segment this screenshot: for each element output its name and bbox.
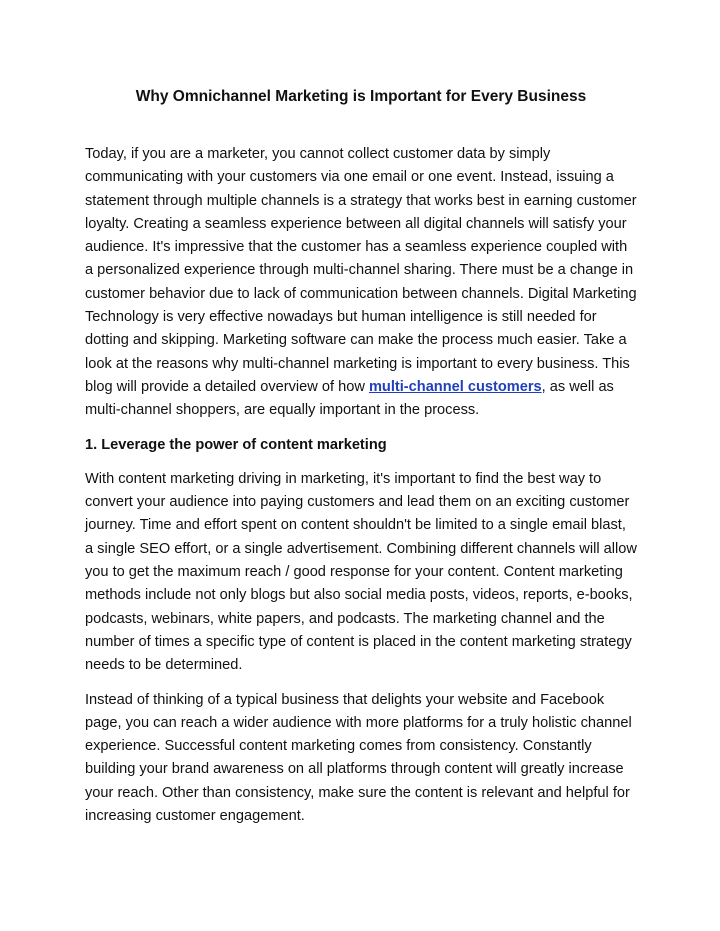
- intro-text-after-link: , as well as multi-channel shoppers, are equally important in the process.: [85, 378, 614, 419]
- multi-channel-customers-link[interactable]: multi-channel customers: [368, 378, 542, 395]
- intro-text-before-link: Today, if you are a marketer, you cannot collect customer data by simply communicating with your customers via one email or one event. Instead, issuing a statement through multiple channels is a strategy that works best in earning customer loyalty. Creating a seamless experience between all digital channels will satisfy your audience. It's impressive that the customer has a seamless experience coupled with a personalized experience through multi-channel sharing. There must be a change in customer behavior due to lack of communication between channels. Digital Marketing Technology is very effective nowadays but human intelligence is still needed for dotting and skipping. Marketing software can make the process much easier. Take a look at the reasons why multi-channel marketing is important to every business. This blog will provide a detailed overview of how: [85, 146, 637, 395]
- intro-paragraph: [85, 143, 637, 423]
- section-paragraph-2: Instead of thinking of a typical business that delights your website and Facebook page, you can reach a wider audience with more platforms for a truly holistic channel experience. Successful content marketing comes from consistency. Constantly building your brand awareness on all platforms through content will greatly increase your reach. Other than consistency, make sure the content is relevant and helpful for increasing customer engagement.: [85, 691, 632, 825]
- section-paragraph-1: With content marketing driving in marketing, it's important to find the best way to convert your audience into paying customers and lead them on an exciting customer journey. Time and effort spent on content shouldn't be limited to a single email blast, a single SEO effort, or a single advertisement. Combining different channels will allow you to get the maximum reach / good response for your content. Content marketing methods include not only blogs but also social media posts, videos, reports, e-books, podcasts, webinars, white papers, and podcasts. The marketing channel and the number of times a specific type of content is placed in the content marketing strategy needs to be determined.: [85, 470, 637, 674]
- page-title: Why Omnichannel Marketing is Important for Every Business: [135, 88, 587, 105]
- section-heading: 1. Leverage the power of content marketing: [85, 436, 387, 453]
- document-body: [85, 84, 637, 839]
